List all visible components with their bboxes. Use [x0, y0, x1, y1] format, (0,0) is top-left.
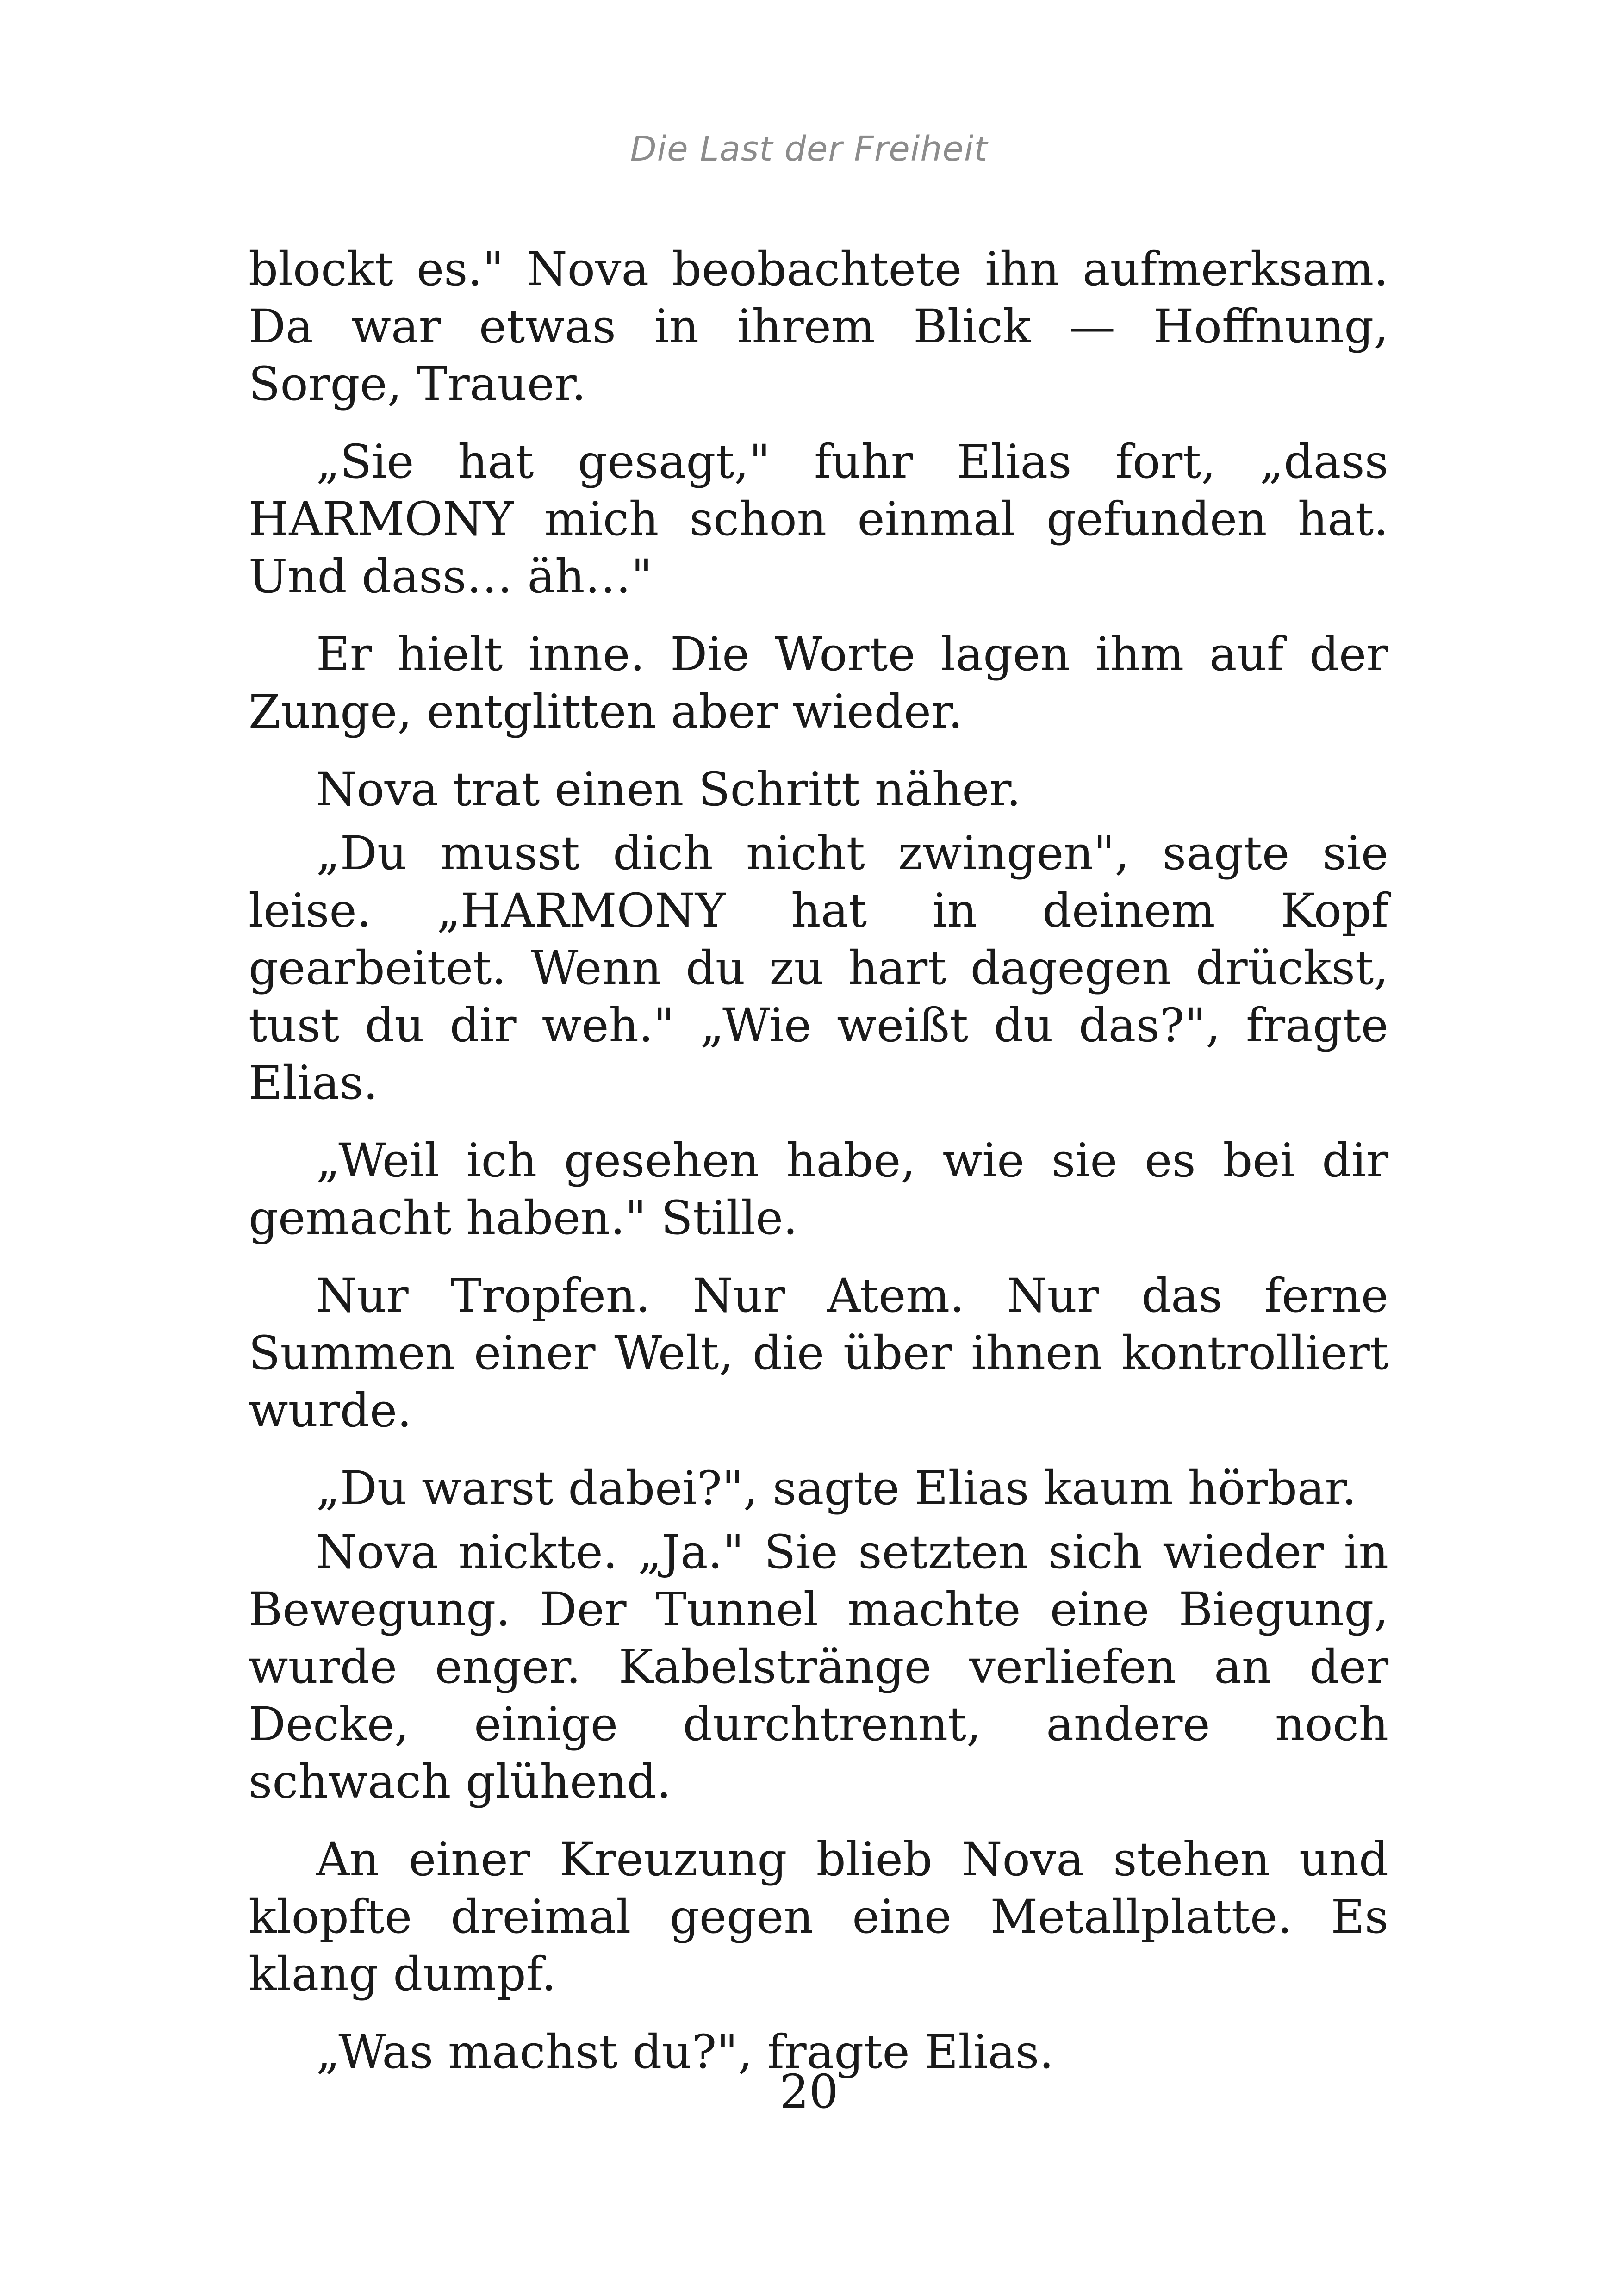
- page-number: 20: [779, 2065, 839, 2119]
- paragraph: Nur Tropfen. Nur Atem. Nur das ferne Summen einer Welt, die über ihnen kontrolliert wurde.: [249, 1269, 1388, 1437]
- running-header: Die Last der Freiheit: [630, 129, 988, 169]
- paragraph: „Du musst dich nicht zwingen", sagte sie leise. „HARMONY hat in deinem Kopf gearbeitet. Wenn du zu hart dagegen drückst, tust du dir weh." „Wie weißt du das?", fragte Elias.: [249, 826, 1388, 1110]
- paragraph: blockt es." Nova beobachtete ihn aufmerksam. Da war etwas in ihrem Blick — Hoffnung, Sorge, Trauer.: [249, 242, 1388, 411]
- paragraph: „Sie hat gesagt," fuhr Elias fort, „dass HARMONY mich schon einmal gefunden hat. Und dass… äh…": [249, 435, 1388, 604]
- paragraph: Nova trat einen Schritt näher.: [316, 762, 1021, 816]
- paragraph: „Du warst dabei?", sagte Elias kaum hörbar.: [316, 1461, 1357, 1515]
- paragraph: „Was machst du?", fragte Elias.: [316, 2025, 1054, 2079]
- paragraph: Er hielt inne. Die Worte lagen ihm auf der Zunge, entglitten aber wieder.: [249, 627, 1388, 739]
- paragraph: „Weil ich gesehen habe, wie sie es bei dir gemacht haben." Stille.: [249, 1133, 1388, 1245]
- paragraph: An einer Kreuzung blieb Nova stehen und klopfte dreimal gegen eine Metallplatte. Es klang dumpf.: [249, 1832, 1388, 2001]
- text-body: [249, 241, 1388, 2101]
- paragraph: Nova nickte. „Ja." Sie setzten sich wieder in Bewegung. Der Tunnel machte eine Biegung, wurde enger. Kabelstränge verliefen an der Decke, einige durchtrennt, andere noch schwach glühend.: [249, 1525, 1388, 1809]
